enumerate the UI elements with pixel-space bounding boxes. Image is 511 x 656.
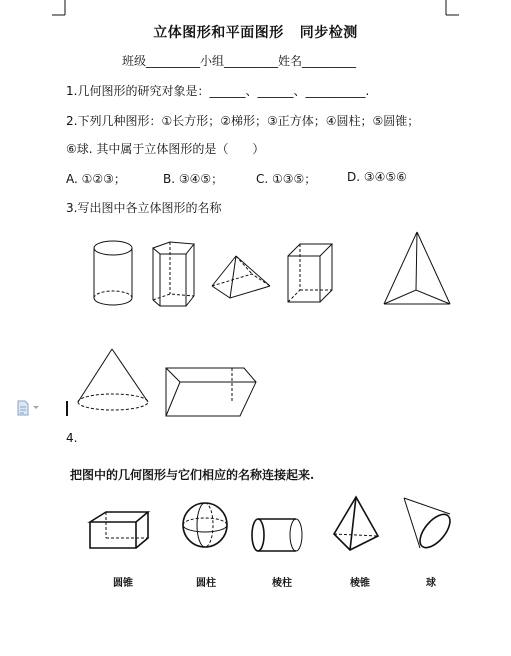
label-cylinder: 圆柱 xyxy=(196,578,216,589)
page-title-sub: 同步检测 xyxy=(299,25,358,41)
crop-mark-top-left xyxy=(52,0,66,16)
figure-cylinder xyxy=(90,238,140,310)
question-4-instruction: 把图中的几何图形与它们相应的名称连接起来. xyxy=(70,468,315,482)
question-3: 3.写出图中各立体图形的名称 xyxy=(66,201,222,215)
figure-slanted-prism xyxy=(160,364,260,420)
option-a: A. ①②③； xyxy=(66,172,126,186)
crop-mark-top-right xyxy=(445,0,459,16)
figure-cone xyxy=(76,346,152,416)
figure-q4-prism xyxy=(86,508,156,556)
label-prism: 棱柱 xyxy=(272,578,292,589)
page-title-main: 立体图形和平面图形 xyxy=(153,25,284,41)
document-options-icon[interactable] xyxy=(16,400,42,416)
figure-q4-cone xyxy=(398,494,458,556)
figure-q4-sphere xyxy=(180,498,232,554)
question-2-line-2: ⑥球. 其中属于立体图形的是（ ） xyxy=(66,142,265,156)
figure-triangular-pyramid xyxy=(380,228,454,310)
label-pyramid: 棱锥 xyxy=(350,578,370,589)
figure-square-pyramid xyxy=(208,252,274,304)
option-b: B. ③④⑤； xyxy=(163,172,224,186)
figure-q4-cylinder xyxy=(250,516,308,558)
text-cursor xyxy=(66,401,68,416)
label-cone: 圆锥 xyxy=(113,578,133,589)
option-c: C. ①③⑤； xyxy=(256,172,317,186)
question-1: 1.几何图形的研究对象是：______、______、__________. xyxy=(66,84,370,98)
figure-pentagonal-prism xyxy=(148,240,200,312)
label-sphere: 球 xyxy=(426,578,436,589)
header-fields: 班级_________小组_________姓名_________ xyxy=(122,54,357,68)
question-2-line-1: 2.下列几种图形：①长方形；②梯形；③正方体；④圆柱；⑤圆锥； xyxy=(66,114,420,128)
figure-q4-pyramid xyxy=(330,494,382,556)
option-d: D. ③④⑤⑥ xyxy=(347,170,407,184)
page-title xyxy=(0,22,511,42)
figure-cube xyxy=(284,240,336,306)
question-4: 4. xyxy=(66,431,78,445)
